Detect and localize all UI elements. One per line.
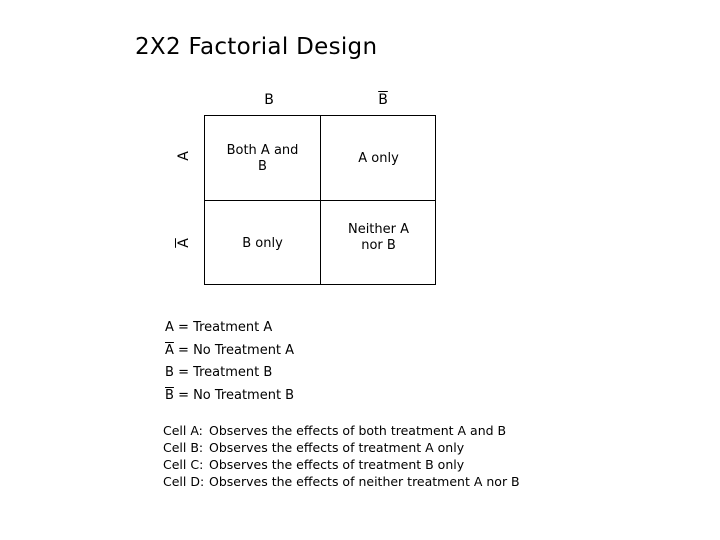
row-header-a: A: [176, 151, 192, 161]
cell-description: Observes the effects of neither treatment A nor B: [209, 474, 520, 489]
column-header-b: B: [264, 92, 274, 108]
row-header-a-bar: $\overline{A}$: [176, 238, 192, 248]
legend-text: = No Treatment A: [178, 343, 295, 358]
cell-label: Cell A:: [163, 423, 203, 438]
cell-descriptions: [163, 422, 520, 490]
legend-text: = No Treatment B: [178, 388, 295, 403]
legend-symbol: A: [165, 320, 174, 335]
cell-description: Observes the effects of treatment B only: [209, 457, 465, 472]
legend-text: = Treatment B: [178, 365, 273, 380]
cell-description-row: [163, 439, 520, 456]
cell-description-row: [163, 473, 520, 490]
grid-divider-horizontal: [204, 200, 436, 201]
legend-symbol: B: [165, 365, 174, 380]
cell-description: Observes the effects of treatment A only: [209, 440, 465, 455]
cell-b-only: B only: [242, 236, 283, 251]
legend-item: [165, 320, 272, 335]
cell-label: Cell B:: [163, 440, 204, 455]
page-title: 2X2 Factorial Design: [135, 34, 378, 60]
cell-label: Cell D:: [163, 474, 205, 489]
cell-description: Observes the effects of both treatment A and B: [209, 423, 507, 438]
cell-neither: Neither A nor B: [347, 222, 410, 253]
legend-item: [165, 388, 294, 403]
column-header-b-bar: $\overline{B}$: [378, 92, 388, 108]
legend-text: = Treatment A: [178, 320, 273, 335]
legend-symbol: $\overline{A}$: [165, 343, 174, 358]
legend-item: [165, 343, 294, 358]
cell-a-only: A only: [358, 151, 399, 166]
legend-item: [165, 365, 272, 380]
cell-description-row: [163, 456, 520, 473]
legend-symbol: $\overline{B}$: [165, 388, 174, 403]
cell-both: Both A and B: [226, 143, 299, 174]
cell-label: Cell C:: [163, 457, 204, 472]
cell-description-row: [163, 422, 520, 439]
